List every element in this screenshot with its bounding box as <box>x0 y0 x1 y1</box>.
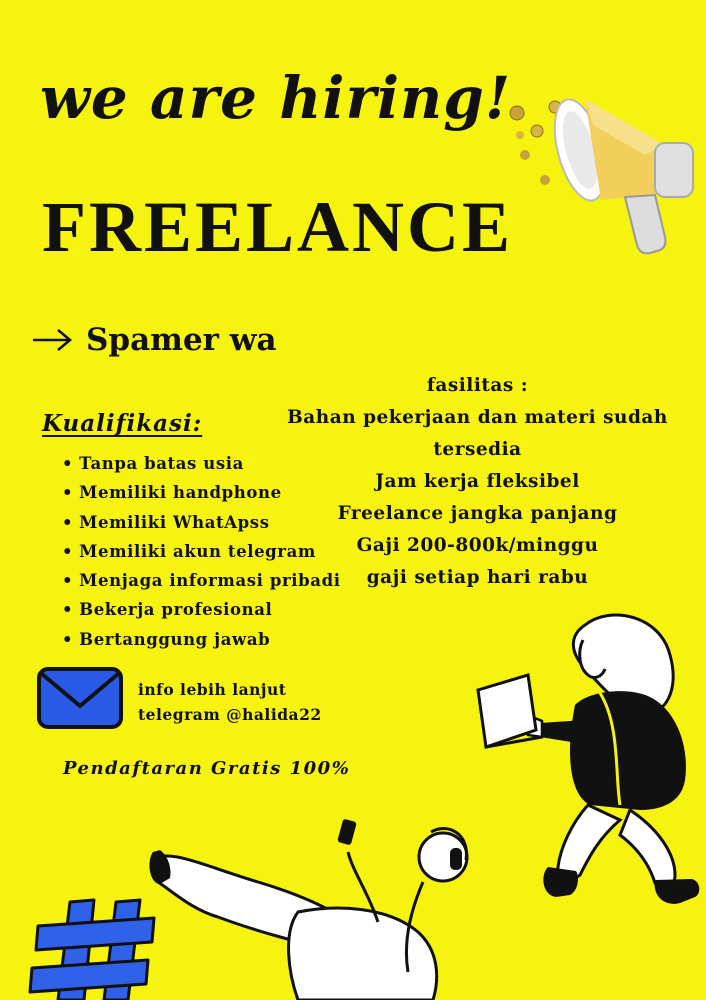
facility-line: Gaji 200-800k/minggu <box>356 535 599 556</box>
woman-phone-illustration <box>148 812 478 1000</box>
telegram-handle: telegram @halida22 <box>138 705 322 724</box>
hashtag-icon <box>18 896 158 1000</box>
role-line <box>32 322 277 358</box>
facility-line: tersedia <box>433 439 522 460</box>
arrow-right-icon <box>32 328 72 352</box>
woman-laptop-illustration <box>470 605 706 915</box>
facilities-title: fasilitas : <box>426 375 529 396</box>
contact-info <box>138 677 322 727</box>
mail-icon <box>36 666 124 730</box>
facility-line: Bahan pekerjaan dan materi sudah <box>287 407 668 428</box>
list-item: • Tanpa batas usia <box>62 449 341 478</box>
facilities-block <box>270 370 685 594</box>
qualifications-title: Kualifikasi: <box>42 410 203 437</box>
megaphone-icon <box>505 85 706 265</box>
list-item: • Memiliki akun telegram <box>62 537 341 566</box>
list-item: • Memiliki WhatApss <box>62 508 341 537</box>
list-item: • Bertanggung jawab <box>62 625 341 654</box>
role-title: Spamer wa <box>86 322 277 358</box>
list-item: • Menjaga informasi pribadi <box>62 566 341 595</box>
facility-line: Freelance jangka panjang <box>337 503 618 524</box>
list-item: • Memiliki handphone <box>62 478 341 507</box>
page-title: FREELANCE <box>42 187 514 267</box>
list-item: • Bekerja profesional <box>62 595 341 624</box>
facility-line: gaji setiap hari rabu <box>366 567 589 588</box>
headline: we are hiring! <box>40 64 512 132</box>
contact-line: info lebih lanjut <box>138 680 287 699</box>
facility-line: Jam kerja fleksibel <box>375 471 580 492</box>
registration-note: Pendaftaran Gratis 100% <box>63 758 351 779</box>
